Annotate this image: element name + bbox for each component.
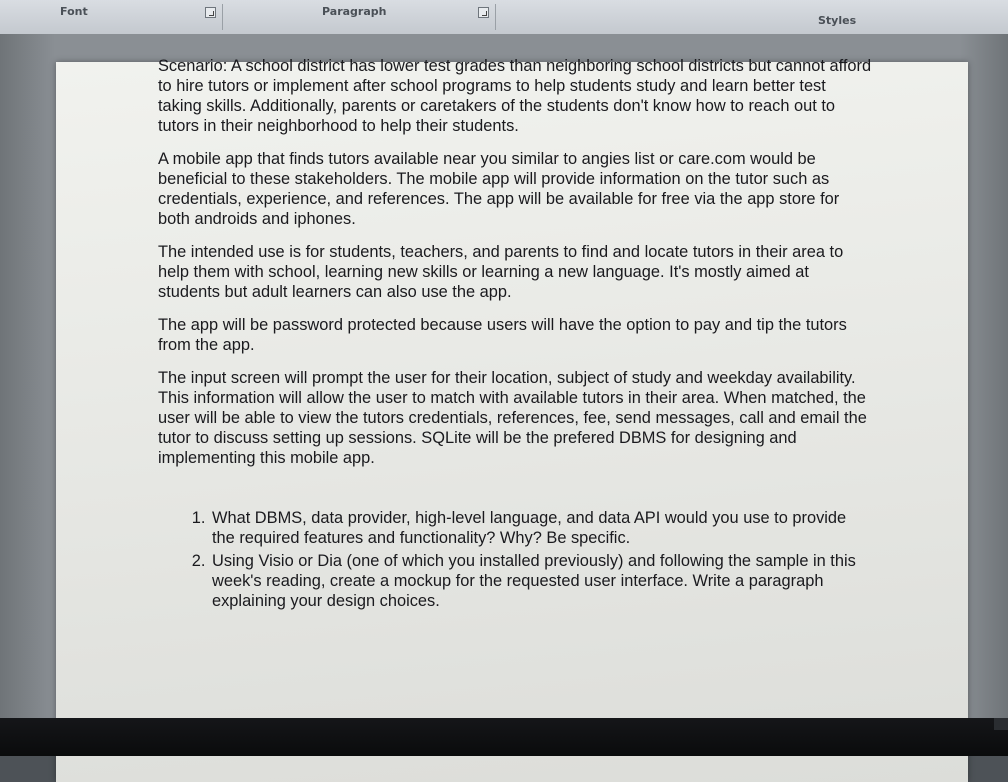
group-divider	[495, 4, 496, 30]
group-divider	[222, 4, 223, 30]
monitor-bezel	[0, 718, 1008, 756]
scenario-paragraph: Scenario: A school district has lower test grades than neighboring school districts but cannot afford to hire tutors or implement after school programs to help students study and learn better test taking skills. Additionally, parents or caretakers of the students don't know how to reach out to tutors in their neighborhood to help their students.	[158, 57, 872, 135]
paragraph-group-label: Paragraph	[322, 5, 387, 18]
input-screen-paragraph: The input screen will prompt the user for their location, subject of study and weekday availability. This information will allow the user to match with available tutors in their area. When matched, the user will be able to view the tutors credentials, references, fee, send messages, call and email the tutor to discuss setting up sessions. SQLite will be the prefered DBMS for designing and implementing this mobile app.	[158, 369, 867, 467]
security-paragraph: The app will be password protected because users will have the option to pay and tip the tutors from the app.	[158, 316, 847, 354]
question-list	[158, 508, 873, 611]
taskbar-corner	[994, 718, 1008, 730]
intended-use-paragraph: The intended use is for students, teachers, and parents to find and locate tutors in their area to help them with school, learning new skills or learning a new language. It's mostly aimed at students but adult learners can also use the app.	[158, 243, 844, 301]
paragraph-dialog-launcher-icon[interactable]	[478, 7, 489, 18]
font-group-label: Font	[60, 5, 88, 18]
word-ribbon	[0, 0, 1008, 35]
font-dialog-launcher-icon[interactable]	[205, 7, 216, 18]
question-item: 2. Using Visio or Dia (one of which you installed previously) and following the sample in this week's reading, create a mockup for the requested user interface. Write a paragraph explaining your design choices.	[210, 551, 873, 611]
document-body[interactable]	[158, 56, 873, 614]
app-description-paragraph: A mobile app that finds tutors available near you similar to angies list or care.com would be beneficial to these stakeholders. The mobile app will provide information on the tutor such as credentials, experience, and references. The app will be available for free via the app store for both androids and iphones.	[158, 150, 840, 228]
styles-group-label: Styles	[818, 14, 857, 27]
question-item: 1. What DBMS, data provider, high-level language, and data API would you use to provide the required features and functionality? Why? Be specific.	[210, 508, 873, 548]
